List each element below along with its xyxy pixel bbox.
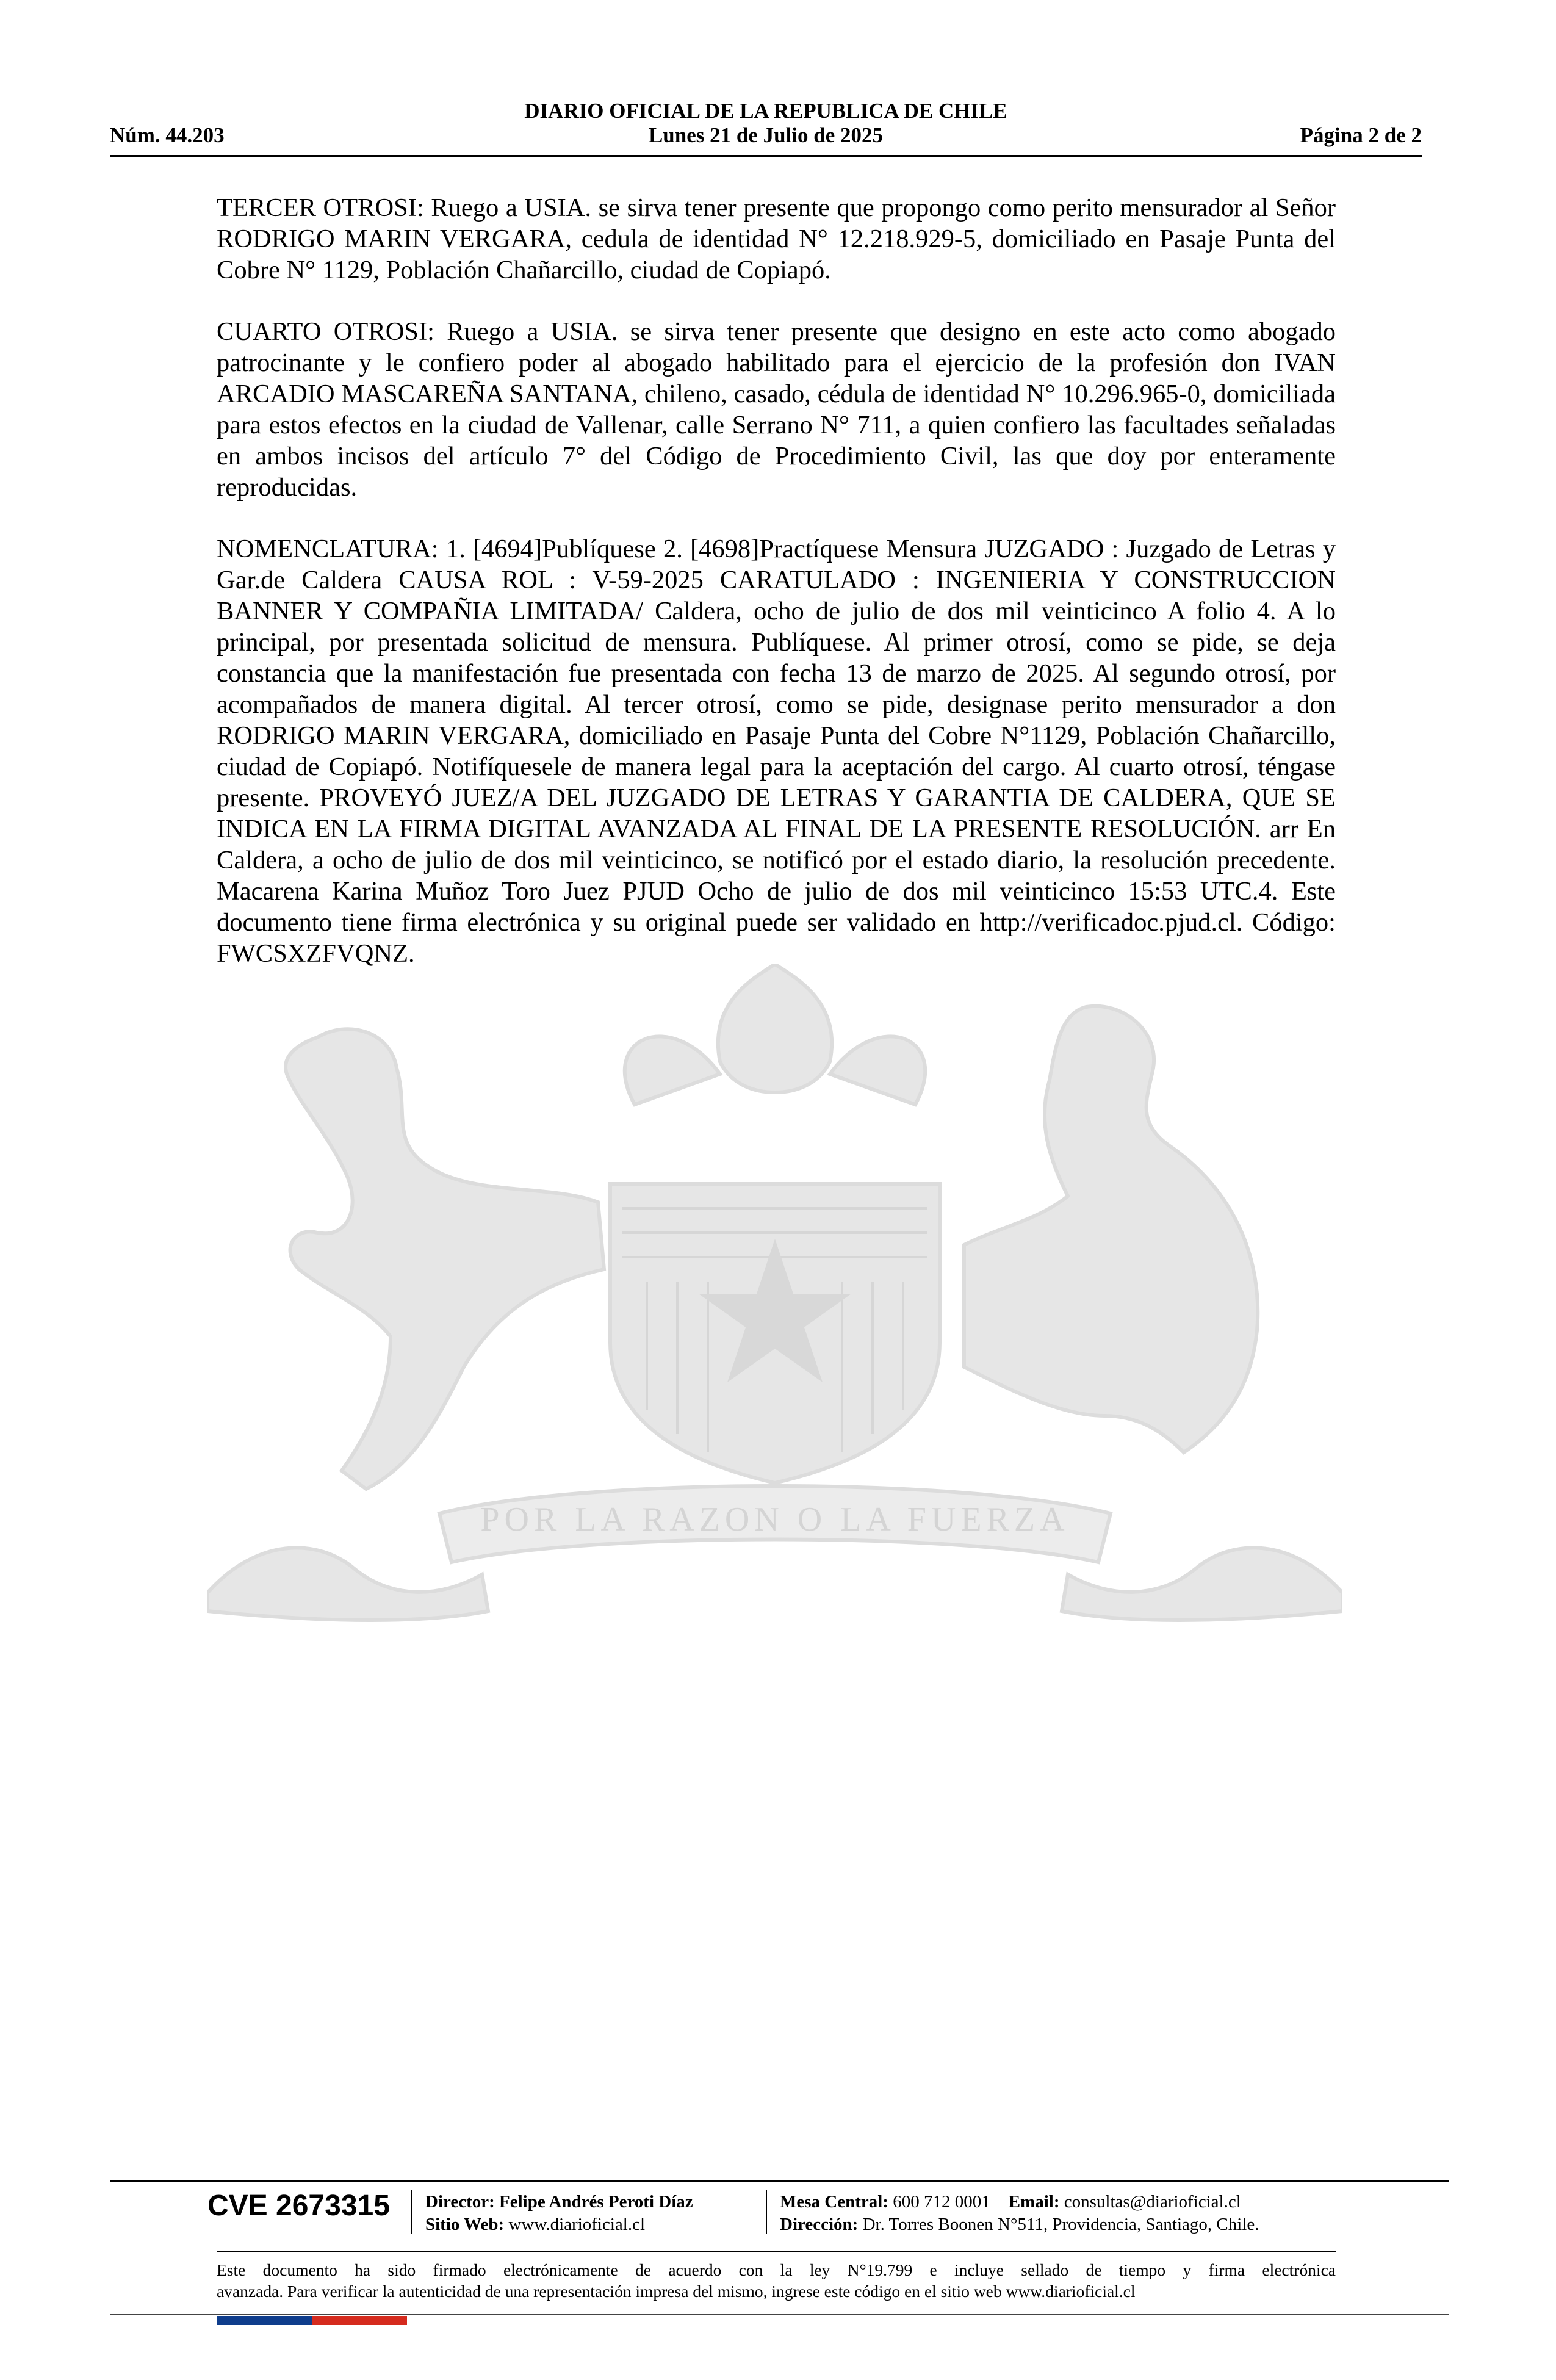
website-label: Sitio Web: [425, 2215, 505, 2234]
address-label: Dirección: [780, 2215, 859, 2234]
cve-code: CVE 2673315 [207, 2190, 390, 2222]
footer-note-line2: avanzada. Para verificar la autenticidad de una representación impresa del mismo, ingrese este código en el sitio web www.diarioficial.cl [217, 2282, 1136, 2301]
header-divider [110, 155, 1422, 157]
footer-director-block [425, 2191, 693, 2236]
director-name: Felipe Andrés Peroti Díaz [499, 2192, 693, 2212]
website-link[interactable]: www.diarioficial.cl [508, 2215, 646, 2234]
flag-color-bar [217, 2316, 407, 2325]
footer-mid-rule [217, 2251, 1336, 2252]
footer-separator [411, 2190, 412, 2234]
paragraph-nomenclatura: NOMENCLATURA: 1. [4694]Publíquese 2. [4698]Practíquese Mensura JUZGADO : Juzgado de Letras y Gar.de Caldera CAUSA ROL : V-59-2025 CARATULADO : INGENIERIA Y CONSTRUCCION BANNER Y COMPAÑIA LIMITADA/ Caldera, ocho de julio de dos mil veinticinco A folio 4. A lo principal, por presentada solicitud de mensura. Publíquese. Al primer otrosí, como se pide, se deja constancia que la manifestación fue presentada con fecha 13 de marzo de 2025. Al segundo otrosí, por acompañados de manera digital. Al tercer otrosí, como se pide, designase perito mensurador a don RODRIGO MARIN VERGARA, domiciliado en Pasaje Punta del Cobre N°1129, Población Chañarcillo, ciudad de Copiapó. Notifíquesele de manera legal para la aceptación del cargo. Al cuarto otrosí, téngase presente. PROVEYÓ JUEZ/A DEL JUZGADO DE LETRAS Y GARANTIA DE CALDERA, QUE SE INDICA EN LA FIRMA DIGITAL AVANZADA AL FINAL DE LA PRESENTE RESOLUCIÓN. arr En Caldera, a ocho de julio de dos mil veinticinco, se notificó por el estado diario, la resolución precedente. Macarena Karina Muñoz Toro Juez PJUD Ocho de julio de dos mil veinticinco 15:53 UTC.4. Este documento tiene firma electrónica y su original puede ser validado en http://verificadoc.pjud.cl. Código: FWCSXZFVQNZ. [217, 535, 1336, 968]
footer-separator [766, 2190, 767, 2234]
page-indicator: Página 2 de 2 [1300, 123, 1422, 147]
flag-blue-segment [217, 2316, 312, 2325]
paragraph-tercer-otrosi: TERCER OTROSI: Ruego a USIA. se sirva tener presente que propongo como perito mensurador al Señor RODRIGO MARIN VERGARA, cedula de identidad N° 12.218.929-5, domiciliado en Pasaje Punta del Cobre N° 1129, Población Chañarcillo, ciudad de Copiapó. [217, 193, 1336, 284]
issue-number: Núm. 44.203 [110, 123, 225, 147]
plume-left [625, 1036, 720, 1105]
publication-date: Lunes 21 de Julio de 2025 [648, 123, 884, 147]
page-header [110, 92, 1422, 159]
phone-number: 600 712 0001 [893, 2192, 990, 2212]
base-scroll-left [207, 1548, 488, 1620]
email-link[interactable]: consultas@diarioficial.cl [1064, 2192, 1241, 2212]
condor-shape [964, 1006, 1258, 1452]
coat-of-arms-watermark [207, 964, 1342, 1623]
director-label: Director: [425, 2192, 495, 2212]
base-scroll-right [1062, 1548, 1342, 1620]
plume-right [830, 1036, 925, 1105]
publication-title: DIARIO OFICIAL DE LA REPUBLICA DE CHILE [524, 99, 1007, 123]
footer-contact-block [780, 2191, 1259, 2236]
phone-label: Mesa Central: [780, 2192, 888, 2212]
document-body [217, 192, 1336, 1000]
huemul-shape [286, 1029, 604, 1489]
footer-note-line1: Este documento ha sido firmado electrónicamente de acuerdo con la ley N°19.799 e incluye sellado de tiempo y firma electrónica [217, 2260, 1336, 2279]
paragraph-cuarto-otrosi: CUARTO OTROSI: Ruego a USIA. se sirva tener presente que designo en este acto como abogado patrocinante y le confiero poder al abogado habilitado para el ejercicio de la profesión don IVAN ARCADIO MASCAREÑA SANTANA, chileno, casado, cédula de identidad N° 10.296.965-0, domiciliada para estos efectos en la ciudad de Vallenar, calle Serrano N° 711, a quien confiero las facultades señaladas en ambos incisos del artículo 7° del Código de Procedimiento Civil, las que doy por enteramente reproducidas. [217, 317, 1336, 502]
footer-signature-note [217, 2259, 1336, 2302]
address-text: Dr. Torres Boonen N°511, Providencia, Santiago, Chile. [862, 2215, 1259, 2234]
email-label: Email: [1008, 2192, 1060, 2212]
footer-bottom-rule [110, 2314, 1449, 2315]
footer-top-rule [110, 2180, 1449, 2182]
flag-red-segment [312, 2316, 407, 2325]
motto-text: POR LA RAZON O LA FUERZA [480, 1501, 1070, 1538]
